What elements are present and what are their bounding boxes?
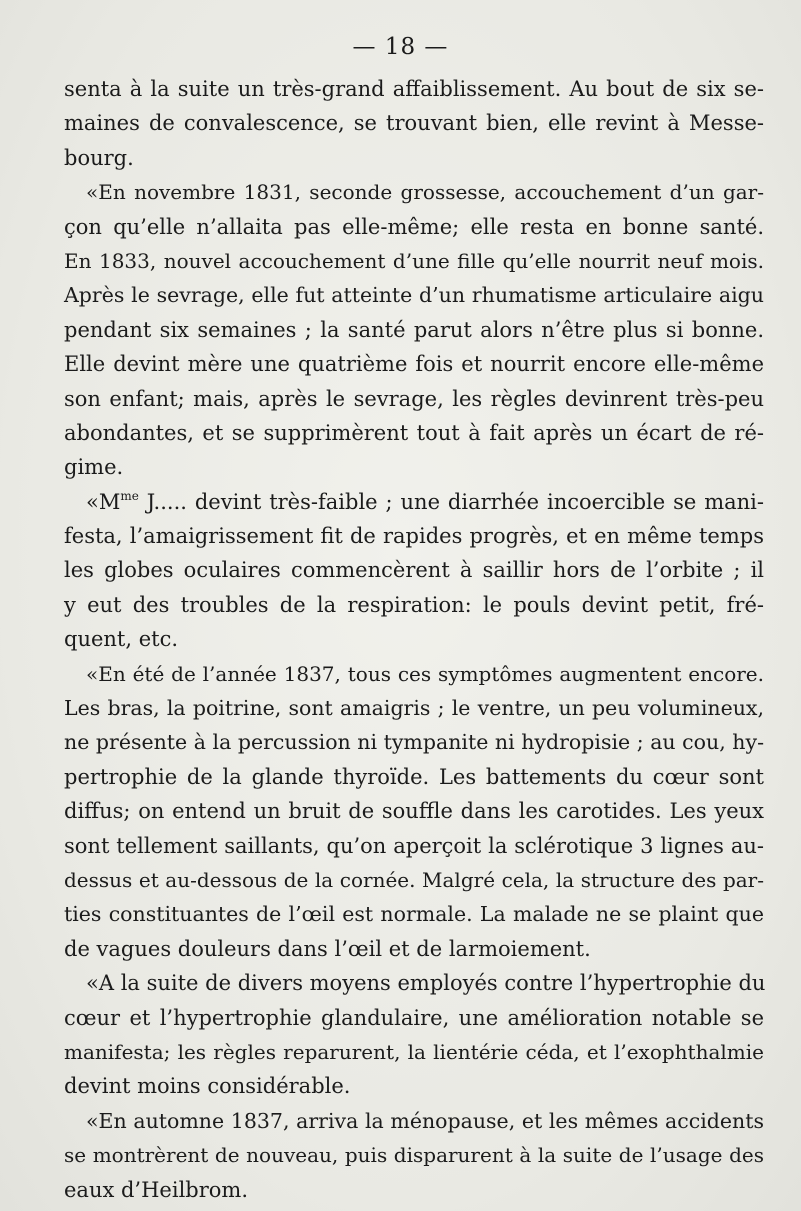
text-line: pertrophie de la glande thyroïde. Les battements du cœur sont (64, 764, 764, 789)
text-line: En 1833, nouvel accouchement d’une fille qu’elle nourrit neuf mois. (64, 248, 764, 273)
salutation: «M (86, 489, 121, 514)
text-line: cœur et l’hypertrophie glandulaire, une amélioration notable se (64, 1005, 764, 1030)
text-line: ne présente à la percussion ni tympanite ni hydropisie ; au cou, hy- (64, 730, 764, 755)
text-line: dessus et au-dessous de la cornée. Malgré cela, la structure des par- (64, 867, 764, 892)
paragraph (64, 485, 764, 657)
text-line: «En novembre 1831, seconde grossesse, accouchement d’un gar- (86, 180, 764, 205)
paragraph (64, 72, 764, 175)
text-line: festa, l’amaigrissement fit de rapides progrès, et en même temps (64, 524, 764, 549)
text-line: eaux d’Heilbrom. (64, 1177, 248, 1202)
text-line: les globes oculaires commencèrent à saillir hors de l’orbite ; il (64, 558, 764, 583)
paragraph (64, 175, 764, 485)
paragraph (64, 966, 764, 1104)
body-text (64, 72, 764, 1207)
text-line: Elle devint mère une quatrième fois et nourrit encore elle-même (64, 352, 764, 377)
paragraph (64, 657, 764, 967)
superscript: me (120, 488, 139, 503)
page-number: — 18 — (352, 34, 449, 60)
text-line: «En automne 1837, arriva la ménopause, et les mêmes accidents (86, 1108, 764, 1133)
text-line: y eut des troubles de la respiration: le pouls devint petit, fré- (64, 592, 764, 617)
text-line: abondantes, et se supprimèrent tout à fait après un écart de ré- (64, 420, 764, 445)
line-remainder: J..... devint très-faible ; une diarrhée incoercible se mani- (138, 489, 764, 514)
text-line: son enfant; mais, après le sevrage, les règles devinrent très-peu (64, 386, 764, 411)
text-line: se montrèrent de nouveau, puis disparurent à la suite de l’usage des (64, 1143, 764, 1168)
text-line: bourg. (64, 145, 134, 170)
text-line: senta à la suite un très-grand affaiblissement. Au bout de six se- (64, 77, 764, 101)
text-line: «A la suite de divers moyens employés contre l’hypertrophie du (86, 971, 766, 996)
text-line: manifesta; les règles reparurent, la lientérie céda, et l’exophthalmie (64, 1039, 764, 1064)
text-line: de vagues douleurs dans l’œil et de larmoiement. (64, 936, 591, 961)
text-line: Après le sevrage, elle fut atteinte d’un rhumatisme articulaire aigu (64, 283, 764, 308)
text-line: ties constituantes de l’œil est normale. La malade ne se plaint que (64, 902, 764, 927)
text-line: quent, etc. (64, 627, 179, 652)
text-line: «En été de l’année 1837, tous ces symptômes augmentent encore. (86, 661, 764, 686)
text-line: maines de convalescence, se trouvant bien, elle revint à Messe- (64, 111, 764, 136)
text-line: Les bras, la poitrine, sont amaigris ; le ventre, un peu volumineux, (64, 696, 764, 721)
text-line: gime. (64, 455, 124, 480)
paragraph (64, 1104, 764, 1207)
text-line: çon qu’elle n’allaita pas elle-même; elle resta en bonne santé. (64, 214, 764, 239)
text-line: sont tellement saillants, qu’on aperçoit la sclérotique 3 lignes au- (64, 833, 764, 858)
text-line (64, 485, 764, 519)
text-line: devint moins considérable. (64, 1074, 351, 1099)
text-line: pendant six semaines ; la santé parut alors n’être plus si bonne. (64, 317, 764, 342)
text-line: diffus; on entend un bruit de souffle dans les carotides. Les yeux (64, 799, 764, 824)
